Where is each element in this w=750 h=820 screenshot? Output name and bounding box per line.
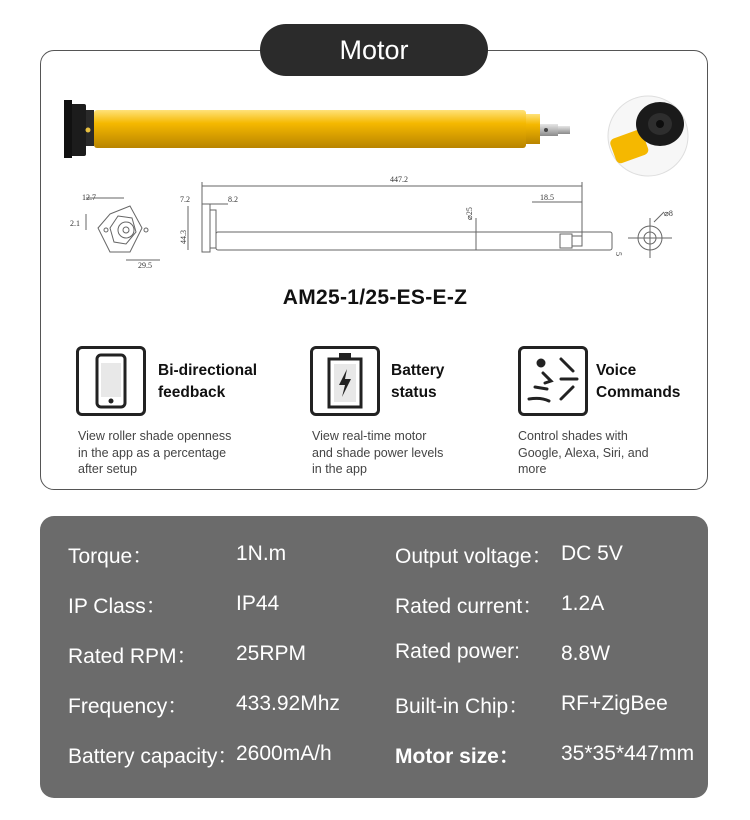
spec-value-battery-capacity: 2600mA/h (236, 742, 332, 765)
voice-icon (518, 346, 588, 416)
dim-overall-length: 447.2 (390, 175, 408, 184)
spec-value-motor-size: 35*35*447mm (561, 742, 695, 765)
dim-left-side: 2.1 (70, 219, 80, 228)
feature-title-feedback: Bi-directional feedback (158, 362, 258, 401)
spec-value-torque: 1N.m (236, 542, 287, 565)
right-end-view (628, 212, 672, 258)
motor-tube-image (60, 98, 580, 160)
spec-value-rated-current: 1.2A (561, 592, 605, 615)
spec-value-rated-rpm: 25RPM (236, 642, 307, 665)
dim-head-width: 7.2 (180, 195, 190, 204)
left-end-view (86, 198, 160, 260)
spec-label-battery-capacity: Battery capacity： (68, 745, 239, 768)
dim-height: 44.3 (179, 230, 188, 244)
spec-label-torque: Torque： (68, 545, 154, 568)
model-number: AM25-1/25-ES-E-Z (282, 286, 468, 309)
feature-desc-feedback: View roller shade openness in the app as a percentage after setup (78, 429, 232, 476)
motor-head-closeup-image (606, 94, 690, 178)
dim-tail-length: 18.5 (540, 193, 554, 202)
dim-right-dia: ⌀8 (664, 209, 673, 218)
spec-label-built-in-chip: Built-in Chip： (395, 695, 530, 718)
feature-desc-battery: View real-time motor and shade power levels in the app (312, 429, 444, 476)
feature-desc-voice: Control shades with Google, Alexa, Siri, and more (518, 429, 649, 476)
dim-tube-dia: ⌀25 (465, 207, 474, 220)
dim-head-gap: 8.2 (228, 195, 238, 204)
feature-title-battery: Battery status (391, 362, 445, 401)
spec-label-rated-current: Rated current： (395, 595, 544, 618)
spec-label-rated-rpm: Rated RPM： (68, 645, 198, 668)
spec-value-ip-class: IP44 (236, 592, 280, 615)
spec-label-output-voltage: Output voltage： (395, 545, 553, 568)
page-title: Motor (260, 24, 488, 76)
spec-label-frequency: Frequency： (68, 695, 189, 718)
dim-right-side: 5 (614, 252, 623, 256)
spec-value-built-in-chip: RF+ZigBee (561, 692, 668, 715)
spec-value-rated-power: 8.8W (561, 642, 611, 665)
specifications-panel (40, 516, 708, 798)
spec-value-output-voltage: DC 5V (561, 542, 623, 565)
phone-icon (76, 346, 146, 416)
spec-label-motor-size: Motor size： (395, 745, 520, 768)
spec-label-rated-power: Rated power: (395, 640, 520, 663)
spec-value-frequency: 433.92Mhz (236, 692, 340, 715)
technical-drawing (60, 168, 700, 278)
battery-icon (310, 346, 380, 416)
dim-left-top: 12.7 (82, 193, 96, 202)
dim-left-bottom: 29.5 (138, 261, 152, 270)
feature-title-voice: Voice Commands (596, 362, 681, 401)
spec-label-ip-class: IP Class： (68, 595, 167, 618)
